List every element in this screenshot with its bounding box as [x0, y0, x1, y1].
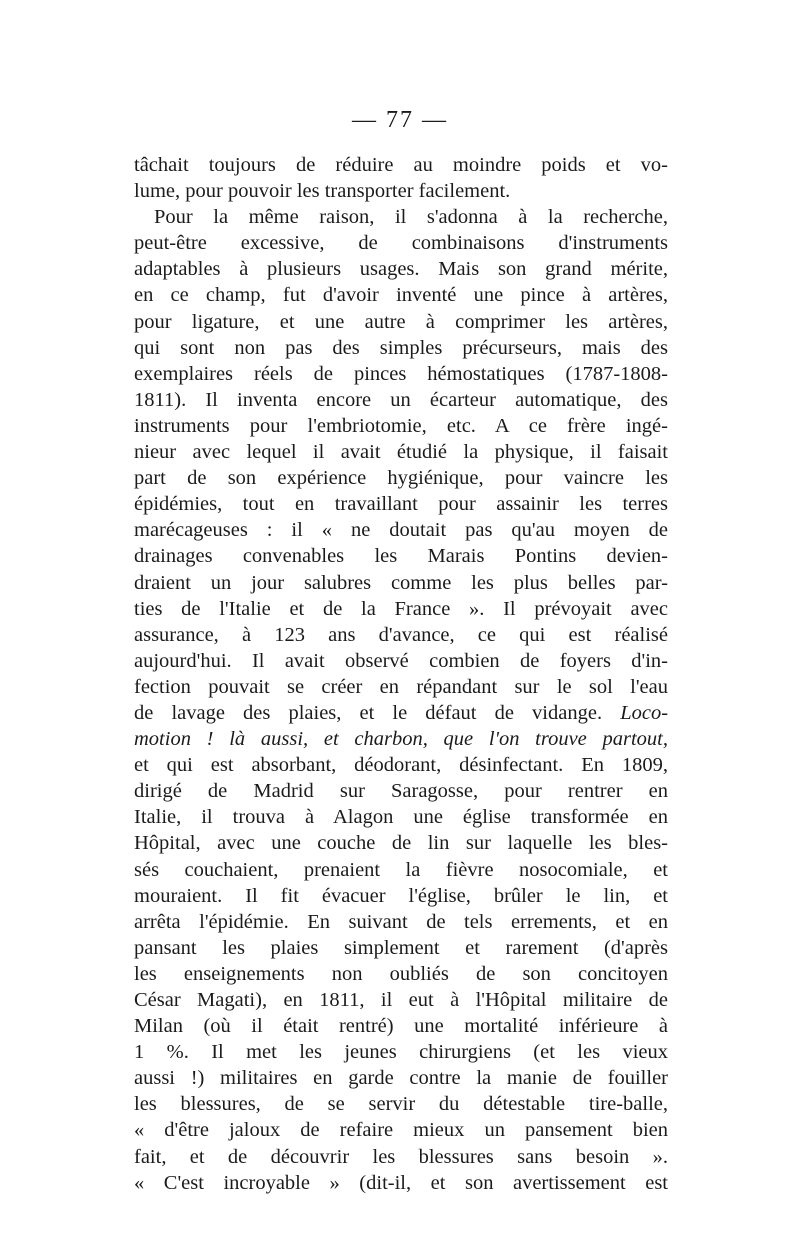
text-line: en ce champ, fut d'avoir inventé une pince à artères, — [134, 284, 668, 307]
text-line: les enseignements non oubliés de son concitoyen — [134, 962, 668, 985]
text-line: aujourd'hui. Il avait observé combien de foyers d'in- — [134, 649, 668, 672]
text-line: mouraient. Il fit évacuer l'église, brûler le lin, et — [134, 884, 668, 907]
text-line: instruments pour l'embriotomie, etc. A ce frère ingé- — [134, 414, 668, 437]
text-line: exemplaires réels de pinces hémostatiques (1787-1808- — [134, 362, 668, 385]
text-line: peut-être excessive, de combinaisons d'instruments — [134, 232, 668, 255]
text-line-lead: de lavage des plaies, et le défaut de vidange. — [134, 701, 603, 724]
text-line: marécageuses : il « ne doutait pas qu'au moyen de — [134, 519, 668, 542]
text-line: César Magati), en 1811, il eut à l'Hôpital militaire de — [134, 989, 668, 1011]
text-line: les blessures, de se servir du détestable tire-balle, — [134, 1093, 668, 1116]
text-line: Milan (où il était rentré) une mortalité inférieure à — [134, 1015, 668, 1038]
text-line: sés couchaient, prenaient la fièvre nosocomiale, et — [134, 858, 668, 881]
text-line: « C'est incroyable » (dit-il, et son avertissement est — [134, 1171, 668, 1194]
body-text — [134, 152, 668, 1196]
text-line-with-italic — [134, 700, 668, 726]
text-line: drainages convenables les Marais Pontins devien- — [134, 545, 668, 568]
text-line: tâchait toujours de réduire au moindre poids et vo- — [134, 154, 668, 176]
text-line — [134, 726, 668, 752]
text-line: nieur avec lequel il avait étudié la physique, il faisait — [134, 441, 668, 464]
text-line: arrêta l'épidémie. En suivant de tels errements, et en — [134, 910, 668, 933]
text-line: fait, et de découvrir les blessures sans besoin ». — [134, 1145, 668, 1168]
text-line: 1 %. Il met les jeunes chirurgiens (et les vieux — [134, 1041, 668, 1064]
text-line: draient un jour salubres comme les plus belles par- — [134, 571, 668, 594]
text-line: qui sont non pas des simples précurseurs, mais des — [134, 336, 668, 359]
text-line: lume, pour pouvoir les transporter facilement. — [134, 180, 511, 203]
text-line: dirigé de Madrid sur Saragosse, pour rentrer en — [134, 780, 668, 803]
page-number: — 77 — — [352, 107, 448, 133]
text-line: pour ligature, et une autre à comprimer les artères, — [134, 310, 668, 333]
text-line: part de son expérience hygiénique, pour vaincre les — [134, 467, 668, 490]
italic-word: Loco- — [620, 701, 669, 724]
text-line: aussi !) militaires en garde contre la manie de fouiller — [134, 1067, 668, 1090]
text-line: Italie, il trouva à Alagon une église transformée en — [134, 806, 668, 829]
text-line: pansant les plaies simplement et rarement (d'après — [134, 936, 668, 959]
text-line: adaptables à plusieurs usages. Mais son grand mérite, — [134, 258, 668, 281]
text-line: épidémies, tout en travaillant pour assainir les terres — [134, 493, 668, 516]
italic-continuation: motion ! là aussi, et charbon, que l'on trouve partout, — [134, 728, 668, 751]
text-line: « d'être jaloux de refaire mieux un pansement bien — [134, 1119, 668, 1142]
text-line: Hôpital, avec une couche de lin sur laquelle les bles- — [134, 832, 668, 855]
text-line: ties de l'Italie et de la France ». Il prévoyait avec — [134, 597, 668, 620]
text-line: Pour la même raison, il s'adonna à la recherche, — [154, 206, 668, 229]
text-line: 1811). Il inventa encore un écarteur automatique, des — [134, 388, 668, 411]
text-line: fection pouvait se créer en répandant sur le sol l'eau — [134, 675, 668, 698]
text-line: et qui est absorbant, déodorant, désinfectant. En 1809, — [134, 754, 668, 777]
text-line: assurance, à 123 ans d'avance, ce qui est réalisé — [134, 623, 668, 646]
